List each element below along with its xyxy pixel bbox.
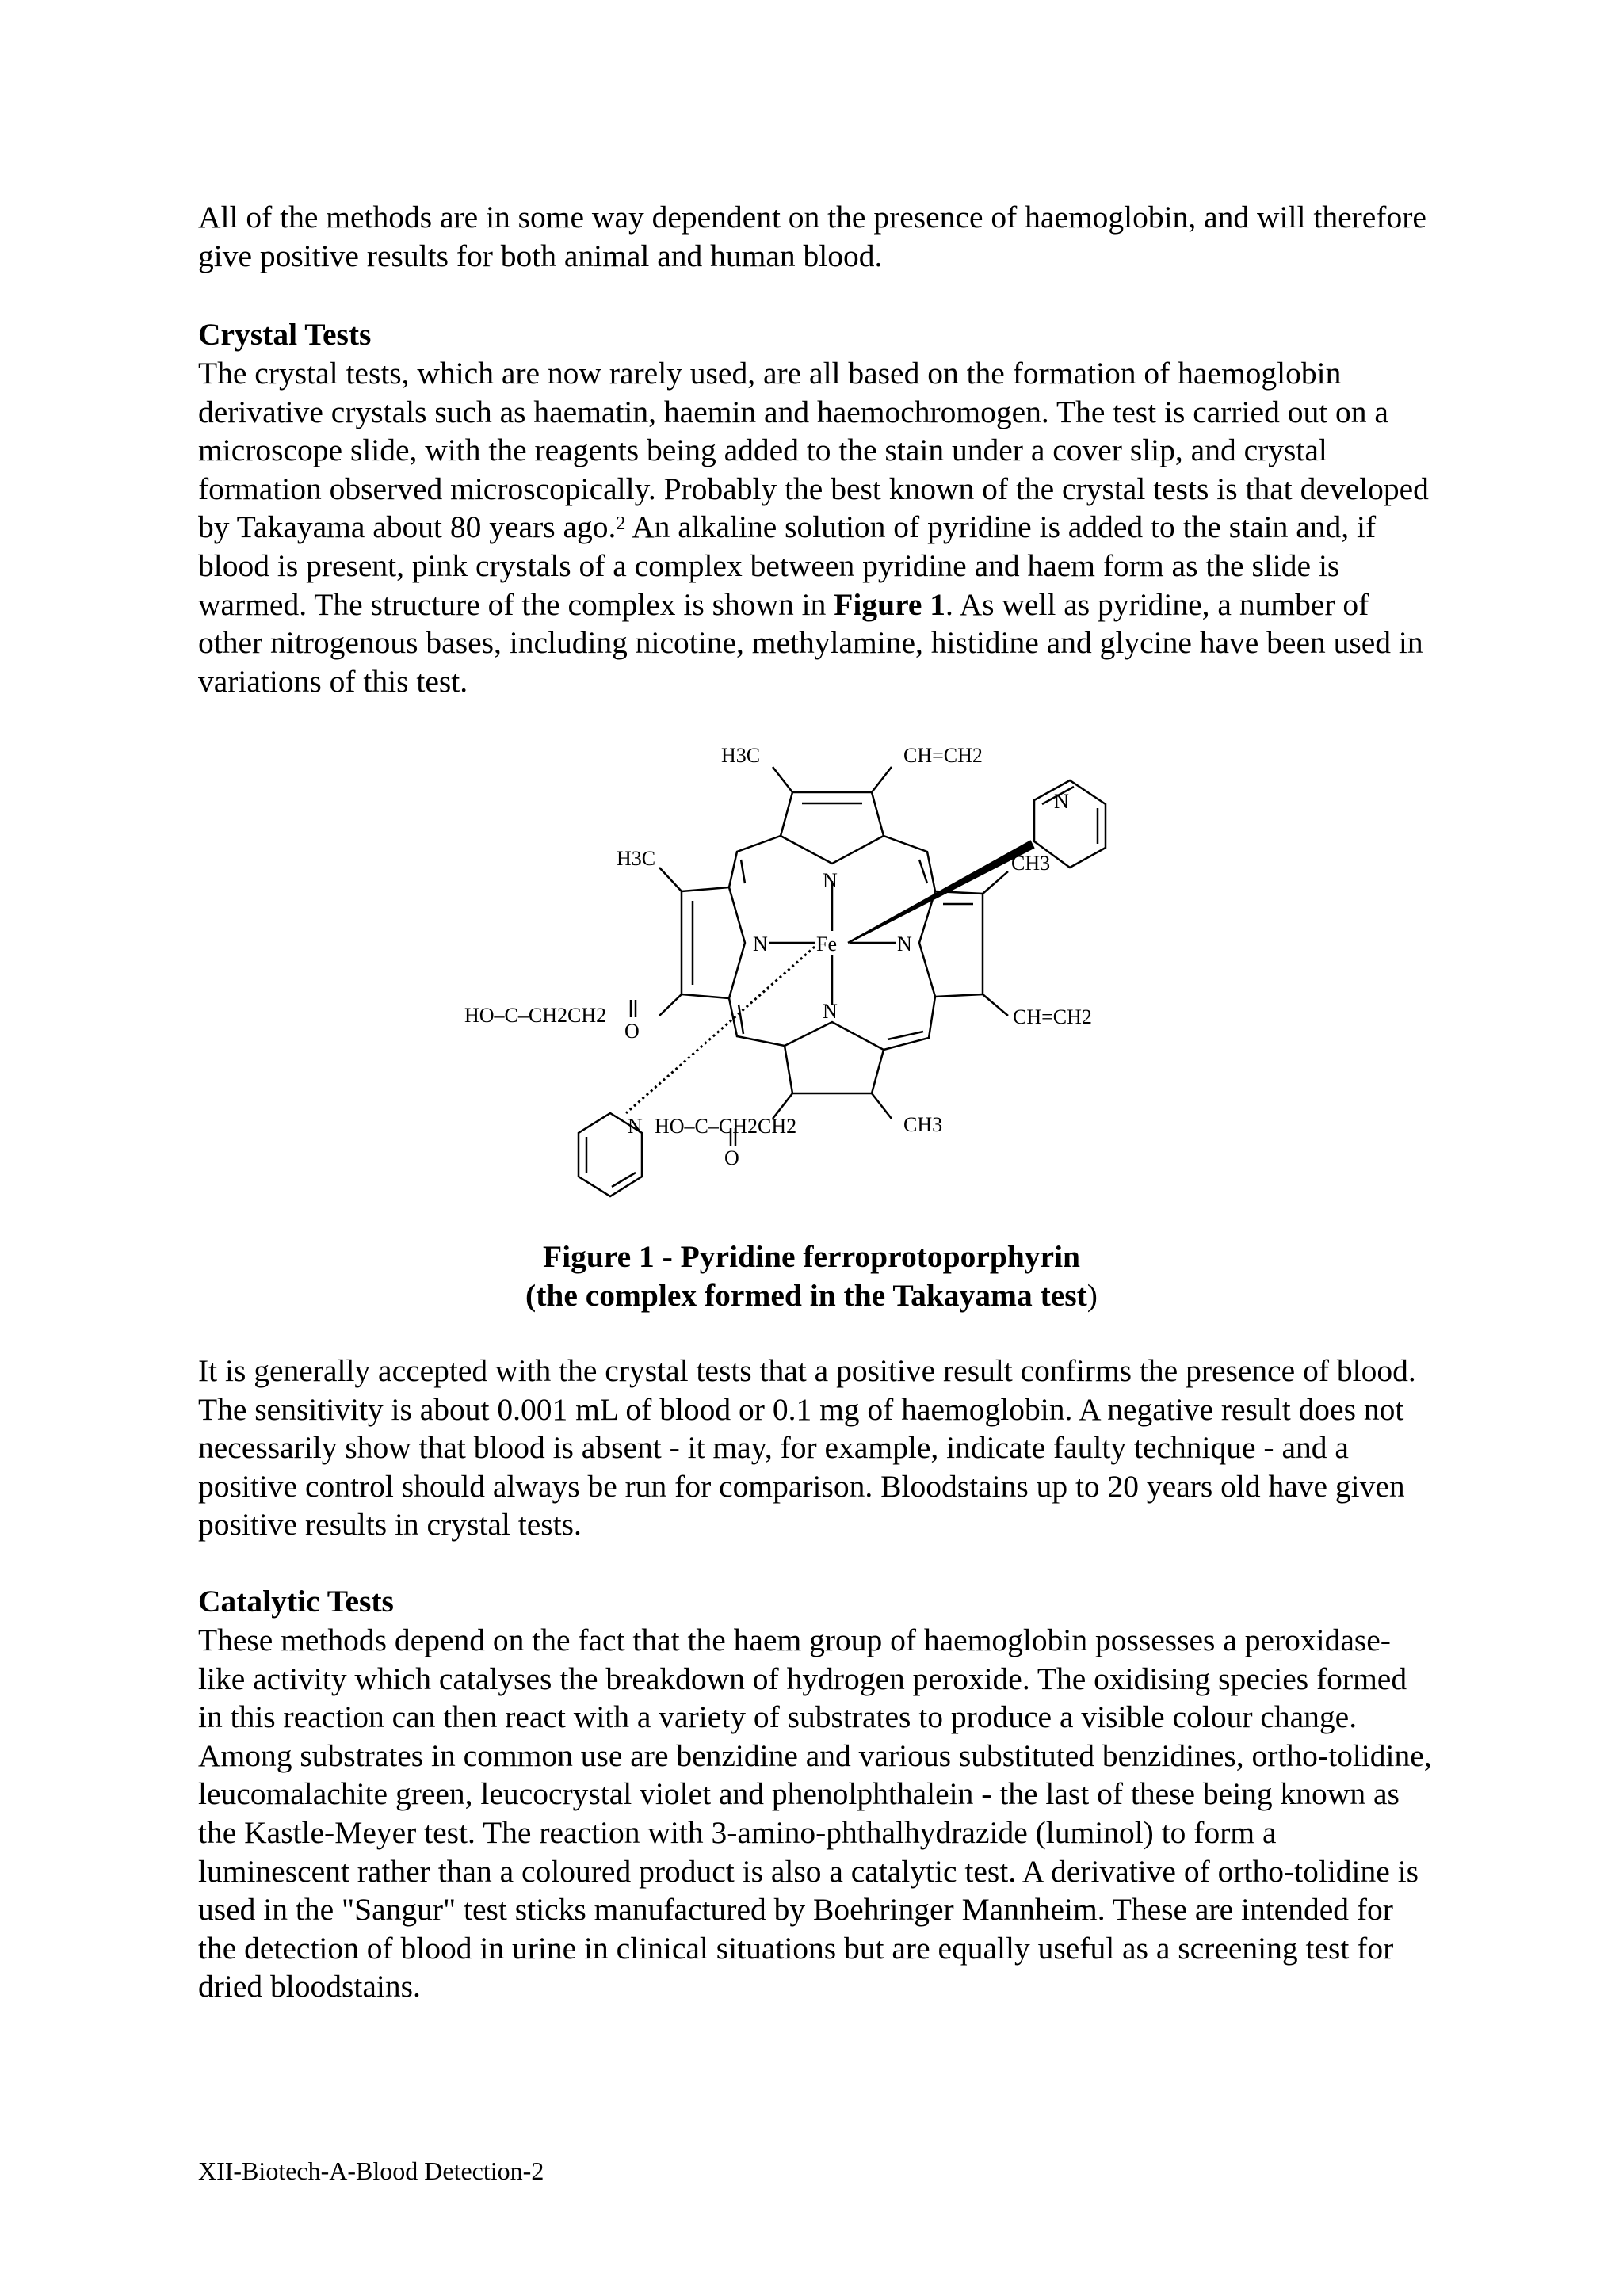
- label-vinyl-top: CH=CH2: [903, 744, 983, 767]
- label-acid-left: HO–C–CH2CH2: [464, 1004, 607, 1027]
- intro-paragraph: All of the methods are in some way dependent on the presence of haemoglobin, and will therefore give positive results for both animal and human blood.: [198, 200, 1426, 273]
- label-ch3-bottom: CH3: [903, 1113, 943, 1136]
- catalytic-tests-paragraph: These methods depend on the fact that the haem group of haemoglobin possesses a peroxidase-like activity which catalyses the breakdown of hydrogen peroxide. The oxidising species formed in this reaction can then react with a variety of substrates to produce a visible colour change. Among substrates in common use are benzidine and various substituted benzidines, ortho-tolidine, leucomalachite green, leucocrystal violet and phenolphthalein - the last of these being known as the Kastle-Meyer test. The reaction with 3-amino-phthalhydrazide (luminol) to form a luminescent rather than a coloured product is also a catalytic test. A derivative of ortho-tolidine is used in the "Sangur" test sticks manufactured by Boehringer Mannheim. These are intended for the detection of blood in urine in clinical situations but are equally useful as a screening test for dried bloodstains.: [198, 1623, 1432, 2004]
- reference-2: 2: [616, 513, 626, 535]
- label-vinyl-right: CH=CH2: [1013, 1005, 1092, 1028]
- label-n-right: N: [897, 933, 912, 955]
- chemical-structure-diagram: [444, 705, 1205, 1236]
- label-h3c-top: H3C: [721, 744, 761, 767]
- figure-caption-line-2: [0, 1276, 1623, 1315]
- left-pyrrole-ring: [682, 887, 745, 998]
- figure-1-reference: Figure 1: [834, 586, 946, 622]
- catalytic-tests-heading: Catalytic Tests: [198, 1584, 394, 1619]
- bottom-pyrrole-ring: [785, 1022, 884, 1093]
- crystal-text-2: An alkaline solution of pyridine is added to the stain and, if blood is present, pink crystals of a complex between pyridine and haem form as the slide is warmed. The structure of the complex is shown in: [198, 509, 1377, 622]
- label-n-pyridine-lower: N: [628, 1115, 643, 1138]
- crystal-tests-paragraph: [198, 354, 1434, 700]
- crystal-result-paragraph: It is generally accepted with the crystal tests that a positive result confirms the presence of blood. The sensitivity is about 0.001 mL of blood or 0.1 mg of haemoglobin. A negative result does not necessarily show that blood is absent - it may, for example, indicate faulty technique - and a positive control should always be run for comparison. Bloodstains up to 20 years old have given positive results in crystal tests.: [198, 1353, 1416, 1543]
- figure-caption-line-1: Figure 1 - Pyridine ferroprotoporphyrin: [542, 1239, 1081, 1274]
- page-footer: XII-Biotech-A-Blood Detection-2: [198, 2157, 544, 2185]
- label-fe: Fe: [816, 933, 837, 955]
- caption-close-paren: ): [1086, 1278, 1098, 1313]
- label-n-pyridine-upper: N: [1054, 790, 1069, 813]
- right-pyrrole-ring: [919, 891, 983, 997]
- caption-line-2-text: (the complex formed in the Takayama test: [525, 1278, 1087, 1313]
- label-n-bottom: N: [823, 1000, 838, 1023]
- label-n-top: N: [823, 869, 838, 892]
- label-acid-bottom: HO–C–CH2CH2: [655, 1115, 797, 1138]
- crystal-tests-heading: Crystal Tests: [198, 317, 372, 352]
- label-ch3-right: CH3: [1011, 852, 1051, 875]
- pyridine-ferroprotoporphyrin-structure: [444, 705, 1205, 1236]
- label-o-bottom: O: [724, 1146, 739, 1169]
- crystal-text-1: The crystal tests, which are now rarely used, are all based on the formation of haemoglobin derivative crystals such as haematin, haemin and haemochromogen. The test is carried out on a microscope slide, with the reagents being added to the stain under a cover slip, and crystal formation observed microscopically. Probably the best known of the crystal tests is that developed by Takayama about 80 years ago.: [198, 356, 1429, 545]
- crystal-text-3: . As well as pyridine, a number of other nitrogenous bases, including nicotine, methylamine, histidine and glycine have been used in variations of this test.: [198, 586, 1423, 699]
- label-n-left: N: [753, 933, 768, 955]
- label-h3c-left: H3C: [617, 847, 656, 870]
- label-o-left: O: [624, 1020, 640, 1043]
